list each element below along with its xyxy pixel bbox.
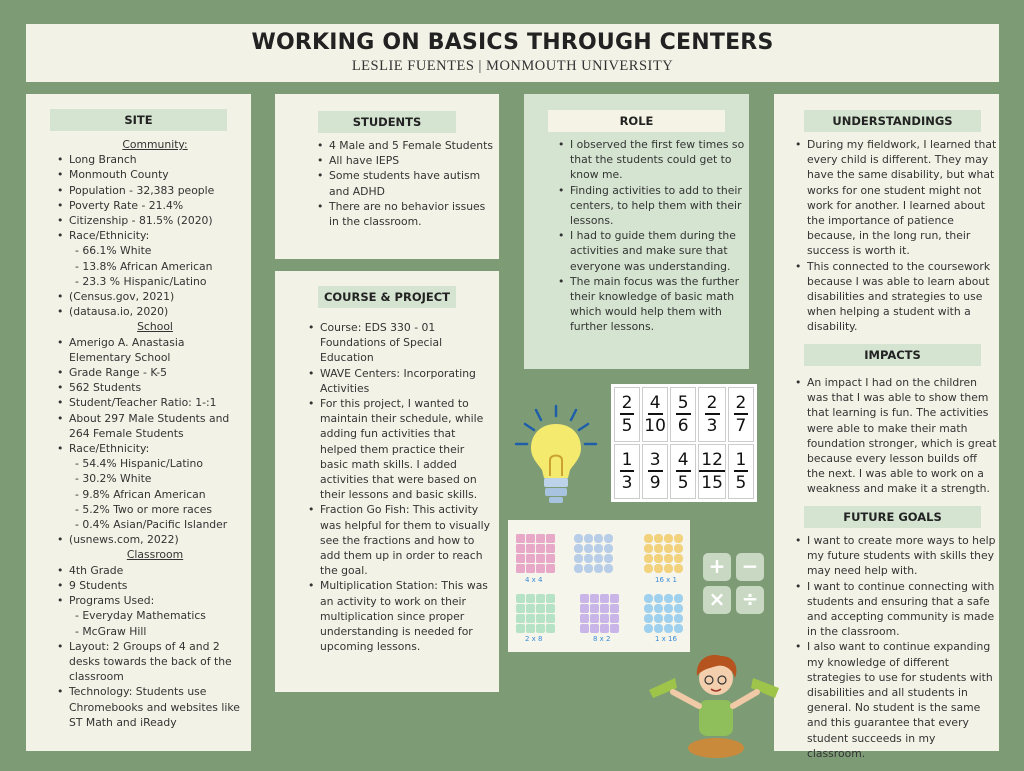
counter-tile — [654, 594, 663, 603]
counter-tile — [526, 544, 535, 553]
counter-tile — [590, 604, 599, 613]
course-label: COURSE & PROJECT — [318, 286, 456, 308]
counter-tile — [574, 564, 583, 573]
counter-tile — [546, 604, 555, 613]
counter-tile — [536, 614, 545, 623]
site-text — [54, 137, 249, 730]
list-item: • Multiplication Station: This was an activity to work on their multiplication since proper understanding is needed for upcoming lessons. — [320, 578, 492, 654]
course-text — [305, 320, 492, 654]
list-subitem: - Everyday Mathematics — [75, 609, 206, 623]
list-subitem: - 13.8% African American — [75, 259, 213, 273]
list-item: • Citizenship - 81.5% (2020) — [69, 213, 249, 228]
counter-tile — [526, 604, 535, 613]
students-label: STUDENTS — [318, 111, 456, 133]
poster-title: WORKING ON BASICS THROUGH CENTERS — [251, 30, 774, 55]
counter-tile — [674, 554, 683, 563]
counter-tile — [516, 604, 525, 613]
counter-tile — [644, 564, 653, 573]
list-item: • (datausa.io, 2020) — [69, 304, 249, 319]
counter-tile — [594, 554, 603, 563]
minus-icon: − — [736, 553, 764, 581]
poster-subtitle: LESLIE FUENTES | MONMOUTH UNIVERSITY — [351, 58, 674, 74]
counter-tile — [546, 564, 555, 573]
list-item: • Population - 32,383 people — [69, 183, 249, 198]
counter-tile — [604, 554, 613, 563]
list-item: • I want to continue connecting with students and ensuring that a safe and accepting community is made in the classroom. — [807, 579, 997, 640]
counter-tile — [600, 594, 609, 603]
students-text — [314, 138, 494, 229]
school-heading: School — [137, 320, 173, 334]
course-panel — [275, 271, 499, 692]
array-label: 8 x 2 — [593, 635, 611, 643]
list-item: • An impact I had on the children was that I was able to show them that learning is fun. The activities were able to make their math foundation stronger, which is great because every lesson builds off the next. I was able to work on a weakness and make it a strength. — [807, 375, 997, 497]
counter-tile — [604, 544, 613, 553]
counter-tile — [526, 614, 535, 623]
list-item: • This connected to the coursework because I was able to learn about disabilities and strategies to use when helping a student with a disability. — [807, 259, 997, 335]
counter-tile — [654, 554, 663, 563]
counter-tile — [516, 564, 525, 573]
multiply-icon: × — [703, 586, 731, 614]
counter-tile — [674, 534, 683, 543]
counter-tile — [590, 624, 599, 633]
list-subitem: - 9.8% African American — [75, 487, 206, 501]
counter-tile — [644, 554, 653, 563]
list-item: • 9 Students — [69, 578, 249, 593]
counter-tile — [584, 544, 593, 553]
fraction-cards — [611, 384, 757, 502]
array-label: 4 x 4 — [525, 576, 543, 584]
counter-tile — [584, 554, 593, 563]
counter-tile — [546, 624, 555, 633]
array-label: 2 x 8 — [525, 635, 543, 643]
counter-tile — [574, 534, 583, 543]
counter-tile — [664, 604, 673, 613]
multiplication-arrays — [508, 520, 690, 652]
counter-tile — [580, 624, 589, 633]
counter-tile — [574, 554, 583, 563]
counter-tile — [654, 544, 663, 553]
list-item: • WAVE Centers: Incorporating Activities — [320, 366, 492, 396]
counter-tile — [610, 624, 619, 633]
counter-tile — [644, 594, 653, 603]
classroom-heading: Classroom — [126, 548, 184, 562]
fraction-card: $\frac{3}{9}$ — [642, 444, 668, 499]
counter-tile — [600, 614, 609, 623]
list-item: • 562 Students — [69, 380, 249, 395]
list-subitem: - 54.4% Hispanic/Latino — [75, 457, 204, 471]
counter-tile — [654, 624, 663, 633]
counter-tile — [674, 604, 683, 613]
counter-tile — [664, 564, 673, 573]
list-subitem: - 66.1% White — [75, 244, 152, 258]
list-item: • 4 Male and 5 Female Students — [329, 138, 494, 153]
counter-tile — [674, 624, 683, 633]
counter-tile — [654, 604, 663, 613]
fraction-card: $\frac{2}{5}$ — [614, 387, 640, 442]
fraction-card: $\frac{4}{10}$ — [642, 387, 668, 442]
counter-tile — [536, 594, 545, 603]
list-item: • (Census.gov, 2021) — [69, 289, 249, 304]
counter-tile — [516, 594, 525, 603]
community-heading: Community: — [122, 138, 188, 151]
list-subitem: - 0.4% Asian/Pacific Islander — [75, 518, 228, 532]
list-item: • Finding activities to add to their centers, to help them with their lessons. — [570, 183, 745, 229]
role-text — [555, 137, 745, 335]
counter-tile — [644, 604, 653, 613]
list-item: • During my fieldwork, I learned that every child is different. They may have the same disability, but what works for one student might not work for another. I learned about the importance of patience because, in the long run, their success is worth it. — [807, 137, 997, 259]
list-item: • Monmouth County — [69, 167, 249, 182]
counter-tile — [546, 594, 555, 603]
future-goals-label: FUTURE GOALS — [804, 506, 981, 528]
counter-tile — [664, 614, 673, 623]
counter-tile — [536, 564, 545, 573]
future-goals-text — [792, 533, 997, 761]
site-label: SITE — [50, 109, 227, 131]
counter-tile — [644, 614, 653, 623]
list-item: • Programs Used: — [69, 593, 249, 608]
role-label: ROLE — [548, 110, 725, 132]
counter-tile — [644, 534, 653, 543]
counter-tile — [610, 614, 619, 623]
list-item: • Layout: 2 Groups of 4 and 2 desks towards the back of the classroom — [69, 639, 249, 685]
counter-tile — [610, 604, 619, 613]
counter-tile — [594, 534, 603, 543]
fraction-card: $\frac{4}{5}$ — [670, 444, 696, 499]
counter-tile — [516, 554, 525, 563]
counter-tile — [664, 554, 673, 563]
counter-tile — [546, 554, 555, 563]
counter-tile — [590, 594, 599, 603]
counter-tile — [600, 624, 609, 633]
list-item: • Technology: Students use Chromebooks and websites like ST Math and iReady — [69, 684, 249, 730]
list-subitem: - 23.3 % Hispanic/Latino — [75, 274, 207, 288]
list-item: • Amerigo A. Anastasia Elementary School — [69, 335, 249, 365]
child-reading-illustration — [645, 648, 785, 763]
list-item: • (usnews.com, 2022) — [69, 532, 249, 547]
poster-header — [26, 24, 999, 82]
counter-tile — [654, 534, 663, 543]
array-label: 1 x 16 — [655, 635, 677, 643]
counter-tile — [516, 624, 525, 633]
counter-tile — [674, 564, 683, 573]
counter-tile — [526, 624, 535, 633]
counter-tile — [546, 534, 555, 543]
counter-tile — [546, 614, 555, 623]
counter-tile — [574, 544, 583, 553]
list-subitem: - McGraw Hill — [75, 624, 147, 638]
list-item: • Grade Range - K-5 — [69, 365, 249, 380]
fraction-card: $\frac{2}{3}$ — [698, 387, 726, 442]
plus-icon: + — [703, 553, 731, 581]
counter-tile — [594, 544, 603, 553]
counter-tile — [674, 594, 683, 603]
lightbulb-icon — [510, 402, 600, 512]
list-item: • I observed the first few times so that the students could get to know me. — [570, 137, 745, 183]
list-item: • All have IEPS — [329, 153, 494, 168]
counter-tile — [674, 614, 683, 623]
role-panel — [524, 94, 749, 369]
counter-tile — [664, 534, 673, 543]
counter-tile — [580, 614, 589, 623]
fraction-card: $\frac{1}{5}$ — [728, 444, 754, 499]
list-subitem: - 5.2% Two or more races — [75, 502, 213, 516]
counter-tile — [516, 614, 525, 623]
counter-tile — [594, 564, 603, 573]
counter-tile — [654, 614, 663, 623]
list-item: • I had to guide them during the activities and make sure that everyone was understanding. — [570, 228, 745, 274]
list-item: • Race/Ethnicity: — [69, 228, 249, 243]
list-item: • Fraction Go Fish: This activity was helpful for them to visually see the fractions and how to add them up in order to reach the goal. — [320, 502, 492, 578]
fraction-card: $\frac{1}{3}$ — [614, 444, 640, 499]
counter-tile — [546, 544, 555, 553]
list-item: • About 297 Male Students and 264 Female Students — [69, 411, 249, 441]
counter-tile — [674, 544, 683, 553]
impacts-label: IMPACTS — [804, 344, 981, 366]
counter-tile — [516, 544, 525, 553]
list-item: • 4th Grade — [69, 563, 249, 578]
students-panel — [275, 94, 499, 259]
counter-tile — [604, 534, 613, 543]
list-item: • Course: EDS 330 - 01 Foundations of Special Education — [320, 320, 492, 366]
list-item: • I also want to continue expanding my knowledge of different strategies to use for students with disabilities and all students in general. No student is the same and this guarantee that every student succeeds in my classroom. — [807, 639, 997, 761]
counter-tile — [580, 604, 589, 613]
understandings-panel — [774, 94, 999, 760]
list-item: • There are no behavior issues in the classroom. — [329, 199, 494, 229]
divide-icon: ÷ — [736, 586, 764, 614]
fraction-card: $\frac{12}{15}$ — [698, 444, 726, 499]
counter-tile — [664, 544, 673, 553]
counter-tile — [644, 544, 653, 553]
counter-tile — [516, 534, 525, 543]
counter-tile — [584, 564, 593, 573]
site-panel — [26, 94, 251, 751]
impacts-text — [792, 375, 997, 497]
counter-tile — [536, 544, 545, 553]
counter-tile — [590, 614, 599, 623]
understandings-text — [792, 137, 997, 335]
counter-tile — [526, 594, 535, 603]
counter-tile — [584, 534, 593, 543]
counter-tile — [654, 564, 663, 573]
list-item: • Student/Teacher Ratio: 1-:1 — [69, 395, 249, 410]
list-item: • Race/Ethnicity: — [69, 441, 249, 456]
list-item: • I want to create more ways to help my future students with skills they may need help with. — [807, 533, 997, 579]
list-item: • The main focus was the further their knowledge of basic math which would help them with further lessons. — [570, 274, 745, 335]
counter-tile — [644, 624, 653, 633]
list-item: • Some students have autism and ADHD — [329, 168, 494, 198]
counter-tile — [600, 604, 609, 613]
counter-tile — [536, 554, 545, 563]
counter-tile — [526, 554, 535, 563]
counter-tile — [580, 594, 589, 603]
counter-tile — [610, 594, 619, 603]
counter-tile — [536, 624, 545, 633]
counter-tile — [526, 564, 535, 573]
counter-tile — [664, 594, 673, 603]
counter-tile — [664, 624, 673, 633]
array-blocks — [508, 520, 690, 652]
counter-tile — [536, 604, 545, 613]
fraction-card: $\frac{2}{7}$ — [728, 387, 754, 442]
list-item: • Long Branch — [69, 152, 249, 167]
list-subitem: - 30.2% White — [75, 472, 152, 486]
list-item: • Poverty Rate - 21.4% — [69, 198, 249, 213]
understandings-label: UNDERSTANDINGS — [804, 110, 981, 132]
counter-tile — [536, 534, 545, 543]
counter-tile — [526, 534, 535, 543]
counter-tile — [604, 564, 613, 573]
array-label: 16 x 1 — [655, 576, 677, 584]
list-item: • For this project, I wanted to maintain their schedule, while adding fun activities that helped them practice their basic math skills. I added activities that were based on their lessons and basic skills. — [320, 396, 492, 502]
fraction-card: $\frac{5}{6}$ — [670, 387, 696, 442]
